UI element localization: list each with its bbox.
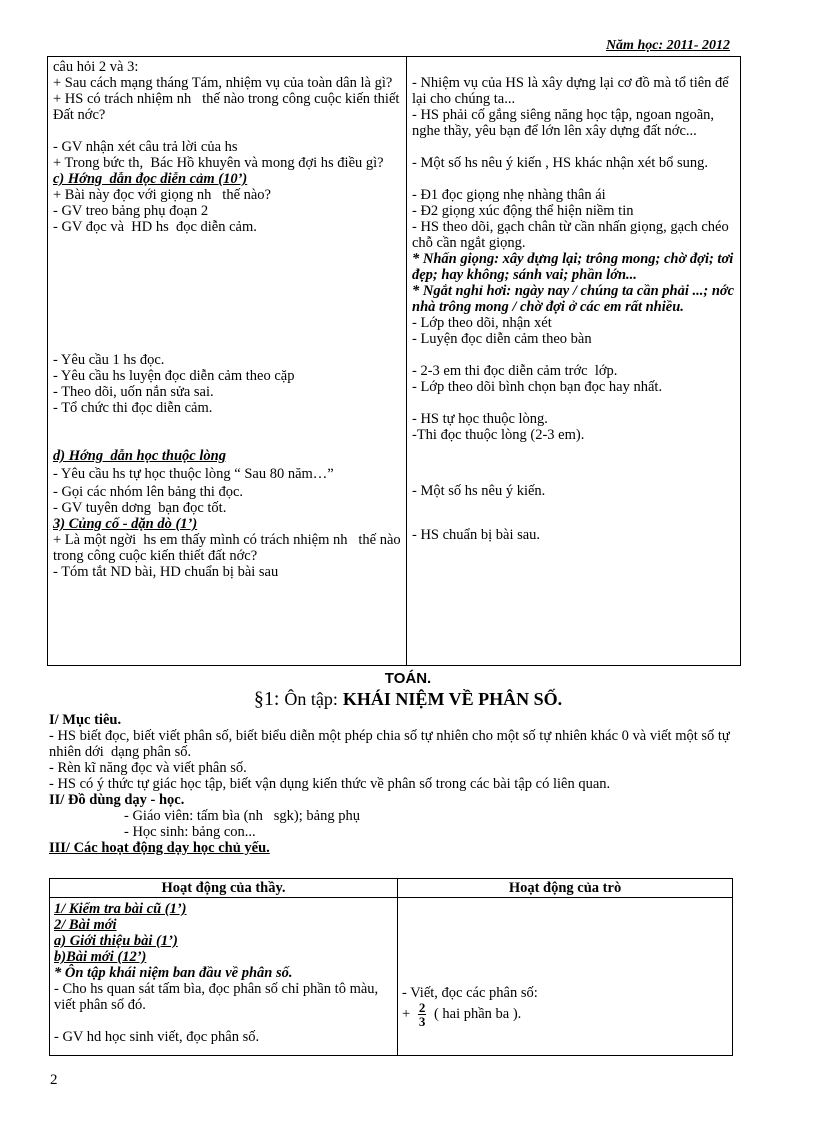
table-row: câu hỏi 2 và 3: xyxy=(53,59,139,75)
student-column xyxy=(412,59,742,543)
objective-item: - HS biết đọc, biết viết phân số, biết biểu diễn một phép chia số tự nhiên cho một số tự nhiên khác 0 và viết một số tự nhiên dới dạng phân số. xyxy=(49,728,734,760)
table-row: - Tóm tắt ND bài, HD chuẩn bị bài sau xyxy=(53,564,279,580)
lesson-name: KHÁI NIỆM VỀ PHÂN SỐ. xyxy=(342,689,563,709)
subject-title: TOÁN. xyxy=(384,670,432,687)
lesson-table xyxy=(47,56,741,666)
lesson-section: §1: xyxy=(253,688,280,710)
table-row: - GV đọc và HD hs đọc diễn cảm. xyxy=(53,219,257,235)
table-row: - Đ1 đọc giọng nhẹ nhàng thân ái xyxy=(412,187,606,203)
table-row: + Sau cách mạng tháng Tám, nhiệm vụ của toàn dân là gì? xyxy=(53,75,393,91)
section-heading: c) Hớng dẫn đọc diễn cảm (10’) xyxy=(53,171,248,187)
table-row: - HS chuẩn bị bài sau. xyxy=(412,527,541,543)
lesson-title xyxy=(0,688,816,711)
table-row: - Lớp theo dõi, nhận xét xyxy=(412,315,552,331)
table-row: + HS có trách nhiệm nh thế nào trong công cuộc kiến thiết Đất nớc? xyxy=(53,91,404,123)
teacher-column-header: Hoạt động của thầy. xyxy=(161,880,286,896)
table-row: - HS tự học thuộc lòng. xyxy=(412,411,548,427)
school-year-header: Năm học: 2011- 2012 xyxy=(605,38,730,53)
student-column-header: Hoạt động của trò xyxy=(508,880,622,896)
lesson-body xyxy=(49,712,749,856)
table-row: - GV tuyên dơng bạn đọc tốt. xyxy=(53,500,227,516)
table-row: - GV treo bảng phụ đoạn 2 xyxy=(53,203,209,219)
materials-heading: II/ Đồ dùng dạy - học. xyxy=(49,792,185,808)
table-row: * Nhấn giọng: xây dựng lại; trông mong; chờ đợi; tơi đẹp; hay không; sánh vai; phần lớn... xyxy=(412,251,741,283)
table-row: - GV nhận xét câu trả lời của hs xyxy=(53,139,238,155)
page-number: 2 xyxy=(50,1072,58,1088)
materials-student: - Học sinh: bảng con... xyxy=(124,824,256,840)
activity-item: * Ôn tập khái niệm ban đầu về phân số. xyxy=(54,965,293,981)
header-divider xyxy=(50,897,732,898)
table-row: - Nhiệm vụ của HS là xây dựng lại cơ đồ mà tổ tiên để lại cho chúng ta... xyxy=(412,75,733,107)
activity-item: b)Bài mới (12’) xyxy=(54,949,147,965)
objectives-heading: I/ Mục tiêu. xyxy=(49,712,122,728)
student-activities xyxy=(402,901,727,1028)
activity-item: - GV hd học sinh viết, đọc phân số. xyxy=(54,1029,260,1045)
objective-item: - HS có ý thức tự giác học tập, biết vận dụng kiến thức về phân số trong các bài tập có liên quan. xyxy=(49,776,611,792)
plus-sign: + xyxy=(402,1005,411,1022)
activities-table xyxy=(49,878,733,1056)
objective-item: - Rèn kĩ năng đọc và viết phân số. xyxy=(49,760,247,776)
table-row: - Luyện đọc diễn cảm theo bàn xyxy=(412,331,592,347)
table-row: + Trong bức th, Bác Hồ khuyên và mong đợi hs điều gì? xyxy=(53,155,384,171)
table-row: * Ngắt nghỉ hơi: ngày nay / chúng ta cần phải ...; nớc nhà trông mong / chờ đợi ở các em rất nhiều. xyxy=(412,283,742,315)
activity-item: - Cho hs quan sát tấm bìa, đọc phân số chỉ phần tô màu, viết phân số đó. xyxy=(54,981,379,1013)
fraction-denominator: 3 xyxy=(418,1014,426,1029)
section-heading: d) Hớng dẫn học thuộc lòng xyxy=(53,448,226,464)
activities-heading: III/ Các hoạt động dạy học chủ yếu. xyxy=(49,840,270,856)
section-heading: 3) Củng cố - dặn dò (1’) xyxy=(53,516,198,532)
table-row: - Yêu cầu hs tự học thuộc lòng “ Sau 80 năm…” xyxy=(53,466,334,482)
lesson-review: Ôn tập: xyxy=(284,689,338,709)
table-row: - Lớp theo dõi bình chọn bạn đọc hay nhất. xyxy=(412,379,663,395)
table-row: - Đ2 giọng xúc động thể hiện niềm tin xyxy=(412,203,634,219)
table-row: - Yêu cầu 1 hs đọc. xyxy=(53,352,165,368)
table-row: -Thi đọc thuộc lòng (2-3 em). xyxy=(412,427,585,443)
table-row: - Một số hs nêu ý kiến , HS khác nhận xét bổ sung. xyxy=(412,155,709,171)
column-divider xyxy=(406,57,407,665)
fraction-numerator: 2 xyxy=(418,1000,426,1015)
activity-item: 1/ Kiểm tra bài cũ (1’) xyxy=(54,901,187,917)
table-row: + Bài này đọc với giọng nh thế nào? xyxy=(53,187,271,203)
fraction-reading: ( hai phần ba ). xyxy=(433,1005,522,1022)
materials-teacher: - Giáo viên: tấm bìa (nh sgk); bảng phụ xyxy=(124,808,360,824)
table-row: - Một số hs nêu ý kiến. xyxy=(412,483,546,499)
table-row: - Yêu cầu hs luyện đọc diễn cảm theo cặp xyxy=(53,368,295,384)
table-row: - 2-3 em thi đọc diễn cảm trớc lớp. xyxy=(412,363,618,379)
activity-item: 2/ Bài mới xyxy=(54,917,117,933)
teacher-column xyxy=(53,59,403,580)
fraction xyxy=(418,1001,427,1028)
table-row: - HS phải cố gắng siêng năng học tập, ngoan ngoãn, nghe thầy, yêu bạn để lớn lên xây dựng đất nớc... xyxy=(412,107,718,139)
table-row: - HS theo dõi, gạch chân từ cần nhấn giọng, gạch chéo chỗ cần ngắt giọng. xyxy=(412,219,733,251)
table-row: + Là một ngời hs em thấy mình có trách nhiệm nh thế nào trong công cuộc kiến thiết đất nớc? xyxy=(53,532,405,564)
table-row: - Theo dõi, uốn nắn sửa sai. xyxy=(53,384,214,400)
column-divider xyxy=(397,879,398,1055)
table-row: - Tổ chức thi đọc diễn cảm. xyxy=(53,400,213,416)
fraction-line xyxy=(402,1001,727,1028)
teacher-activities xyxy=(54,901,394,1045)
activity-item: - Viết, đọc các phân số: xyxy=(402,985,538,1001)
table-row: - Gọi các nhóm lên bảng thi đọc. xyxy=(53,484,244,500)
activity-item: a) Giới thiệu bài (1’) xyxy=(54,933,178,949)
